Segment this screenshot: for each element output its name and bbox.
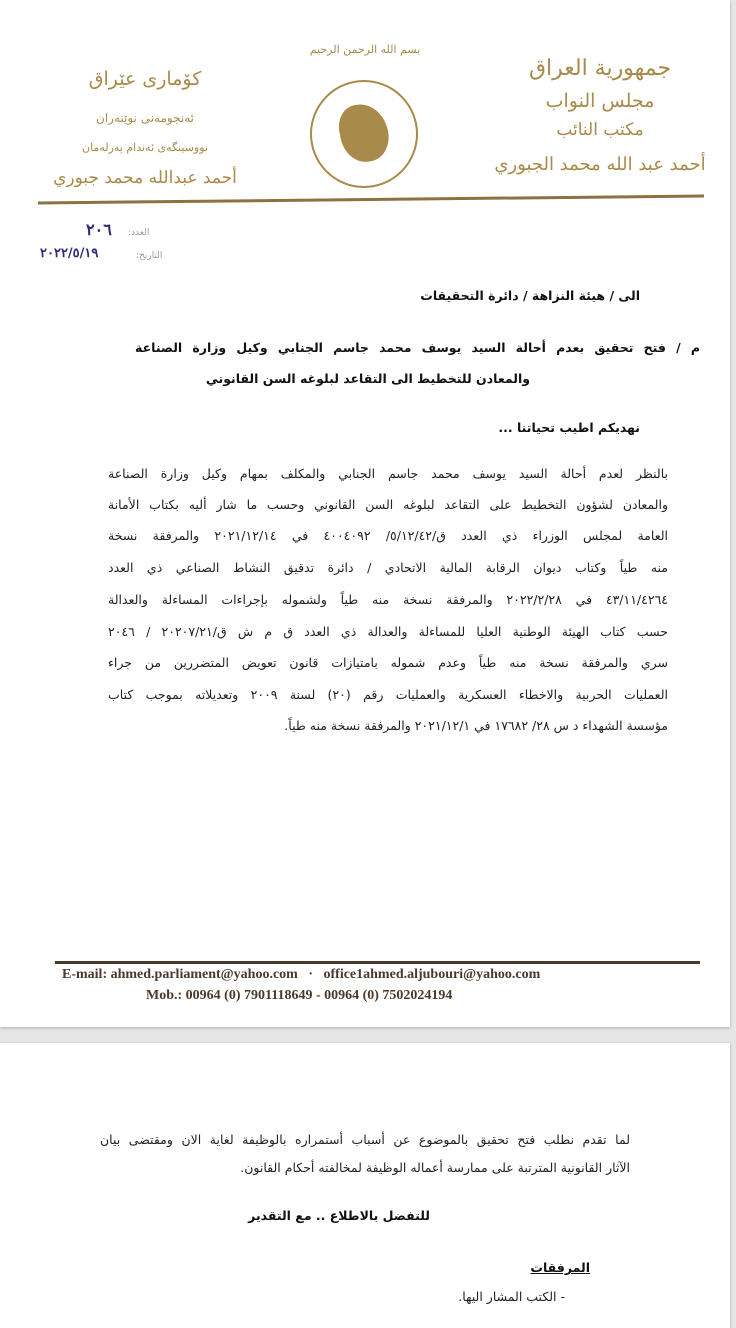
- attachment-item: - الكتب المشار اليها.: [458, 1289, 565, 1304]
- body-line: ٤٣/١١/٤٢٦٤ في ٢٠٢٢/٢/٢٨ والمرفقة نسخة منه طياً ولشموله بإجراءات المساءلة والعدالة: [108, 592, 668, 607]
- document-date: ٢٠٢٢/٥/١٩: [40, 246, 99, 261]
- header-right-line: مكتب النائب: [556, 120, 644, 140]
- body-line: لما تقدم نطلب فتح تحقيق بالموضوع عن أسباب أستمراره بالوظيفة لغاية الان ومقتضى بيان: [100, 1132, 630, 1147]
- body-line: حسب كتاب الهيئة الوطنية العليا للمساءلة والعدالة ذي العدد ق م ش ق/٢٠٢٠٧/٢١ / ٢٠٤٦: [108, 624, 668, 639]
- greeting: نهديكم اطيب تحياتنا ...: [498, 420, 640, 435]
- body-line: بالنظر لعدم أحالة السيد يوسف محمد جاسم الجنابي والمكلف بمهام وكيل وزارة الصناعة: [108, 466, 668, 481]
- body-line: الآثار القانونية المترتبة على ممارسة أعماله الوظيفة لمخالفته أحكام القانون.: [240, 1160, 630, 1175]
- footer-emails: E-mail: ahmed.parliament@yahoo.com · office1ahmed.aljubouri@yahoo.com: [62, 967, 541, 982]
- header-left-line: كۆماری عێراق: [88, 68, 202, 90]
- body-line: العمليات الحربية والاخطاء العسكرية والعمليات رقم (٢٠) لسنة ٢٠٠٩ وتعديلاته بموجب كتاب: [108, 687, 668, 702]
- header-right-line: أحمد عبد الله محمد الجبوري: [494, 154, 706, 175]
- recipient: الى / هيئة النزاهة / دائرة التحقيقات: [420, 288, 640, 303]
- footer-divider: [55, 961, 700, 964]
- body-line: والمعادن لشؤون التخطيط على التقاعد لبلوغه السن القانوني وحسب ما شار أليه بكتاب الأمانة: [108, 497, 668, 512]
- body-line: العامة لمجلس الوزراء ذي العدد ق/٥/١٢/٤٢/ ٤٠٠٤٠٩٢ في ٢٠٢١/١٢/١٤ والمرفقة نسخة: [108, 528, 669, 543]
- date-label: التاريخ:: [136, 251, 163, 261]
- header-left-line: أحمد عبدالله محمد جبوري: [53, 168, 237, 188]
- closing: للتفضل بالاطلاع .. مع التقدير: [248, 1208, 430, 1223]
- subject-line: م / فتح تحقيق بعدم أحالة السيد يوسف محمد جاسم الجنابي وكيل وزارة الصناعة: [135, 340, 700, 355]
- body-line: مؤسسة الشهداء د س ٢٨/ ١٧٦٨٢ في ٢٠٢١/١٢/١ والمرفقة نسخة منه طياً.: [284, 718, 668, 733]
- basmala: بسم الله الرحمن الرحيم: [309, 43, 421, 56]
- body-line: سري والمرفقة نسخة منه طياً وعدم شموله بامتيازات قانون تعويض المتضررين من جراء: [108, 655, 668, 670]
- letter-page-2: [0, 1043, 730, 1328]
- header-left-line: ئەنجومەنی نوێنەران: [96, 111, 194, 125]
- number-label: العدد:: [128, 228, 150, 238]
- header-right-line: جمهورية العراق: [528, 56, 672, 81]
- body-line: منه طياً وكتاب ديوان الرقابة المالية الاتحادي / دائرة تدقيق النشاط الصناعي ذي العدد: [108, 560, 668, 575]
- header-right-line: مجلس النواب: [545, 90, 655, 112]
- header-left-line: نووسینگەی ئەندام پەرلەمان: [82, 141, 208, 154]
- attachments-title: المرفقات: [530, 1260, 590, 1275]
- header-divider: [38, 195, 704, 205]
- iraq-emblem-icon: [310, 80, 418, 188]
- document-number: ٢٠٦: [86, 220, 112, 239]
- footer-phones: Mob.: 00964 (0) 7901118649 - 00964 (0) 7502024194: [146, 988, 453, 1003]
- subject-line: والمعادن للتخطيط الى التقاعد لبلوغه السن القانوني: [205, 371, 530, 386]
